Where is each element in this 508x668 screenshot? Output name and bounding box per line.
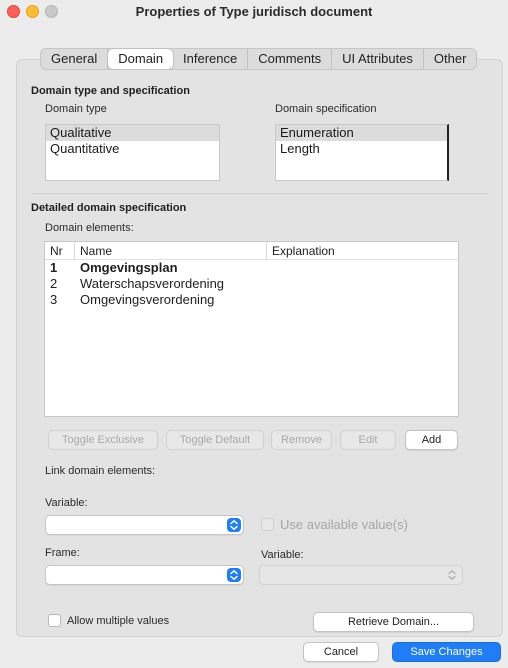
edit-button[interactable]: Edit <box>340 430 396 450</box>
allow-multiple-checkbox[interactable] <box>48 614 61 627</box>
variable-select[interactable] <box>45 515 244 535</box>
column-nr[interactable]: Nr <box>45 242 75 259</box>
allow-multiple-label: Allow multiple values <box>67 615 170 627</box>
save-changes-button[interactable]: Save Changes <box>392 642 501 662</box>
add-button[interactable]: Add <box>405 430 458 450</box>
domain-type-quantitative[interactable]: Quantitative <box>50 141 120 156</box>
domain-spec-label: Domain specification <box>275 103 377 115</box>
domain-section-title: Domain type and specification <box>31 85 190 97</box>
column-name[interactable]: Name <box>75 242 267 259</box>
tab-other[interactable]: Other <box>433 51 467 66</box>
table-header <box>45 242 458 260</box>
retrieve-domain-button[interactable]: Retrieve Domain... <box>313 612 474 632</box>
domain-type-list[interactable] <box>45 124 220 181</box>
toggle-default-button[interactable]: Toggle Default <box>166 430 264 450</box>
tab-comments[interactable]: Comments <box>248 49 332 69</box>
domain-type-label: Domain type <box>45 103 107 115</box>
stepper-icon <box>227 568 241 582</box>
toggle-exclusive-button[interactable]: Toggle Exclusive <box>48 430 158 450</box>
use-available-label: Use available value(s) <box>280 517 408 532</box>
remove-button[interactable]: Remove <box>271 430 332 450</box>
stepper-icon <box>446 568 458 582</box>
tab-bar <box>40 48 477 70</box>
row-explanation <box>267 292 458 308</box>
row-explanation <box>267 276 458 292</box>
row-name: Omgevingsverordening <box>80 292 215 307</box>
link-elements-label: Link domain elements: <box>45 465 156 477</box>
domain-elements-label: Domain elements: <box>45 222 134 234</box>
section-divider <box>32 193 488 194</box>
row-name: Omgevingsplan <box>80 260 178 275</box>
stepper-icon <box>227 518 241 532</box>
tab-inference[interactable]: Inference <box>173 49 248 69</box>
frame-label: Frame: <box>45 547 80 559</box>
tab-domain[interactable]: Domain <box>108 49 173 69</box>
frame-select[interactable] <box>45 565 244 585</box>
cancel-button[interactable]: Cancel <box>303 642 379 662</box>
title-bar <box>0 0 508 24</box>
variable2-label: Variable: <box>261 549 304 561</box>
domain-spec-length[interactable]: Length <box>280 141 320 156</box>
window-title: Properties of Type juridisch document <box>135 4 373 19</box>
column-explanation[interactable]: Explanation <box>272 244 335 258</box>
row-nr: 3 <box>50 292 58 307</box>
table-row[interactable] <box>45 276 458 292</box>
domain-spec-enumeration[interactable]: Enumeration <box>276 125 447 141</box>
detailed-section-title: Detailed domain specification <box>31 202 187 214</box>
row-explanation <box>267 260 458 276</box>
row-nr: 1 <box>50 260 58 275</box>
domain-spec-list[interactable] <box>275 124 449 181</box>
row-nr: 2 <box>50 276 58 291</box>
domain-elements-table[interactable] <box>44 241 459 417</box>
domain-type-qualitative[interactable]: Qualitative <box>46 125 219 141</box>
use-available-checkbox[interactable] <box>261 518 274 531</box>
table-row[interactable] <box>45 260 458 276</box>
variable2-select[interactable] <box>259 565 463 585</box>
tab-ui-attributes[interactable]: UI Attributes <box>332 49 424 69</box>
variable-label: Variable: <box>45 497 88 509</box>
table-row[interactable] <box>45 292 458 308</box>
tab-general[interactable]: General <box>41 49 108 69</box>
row-name: Waterschapsverordening <box>80 276 225 291</box>
